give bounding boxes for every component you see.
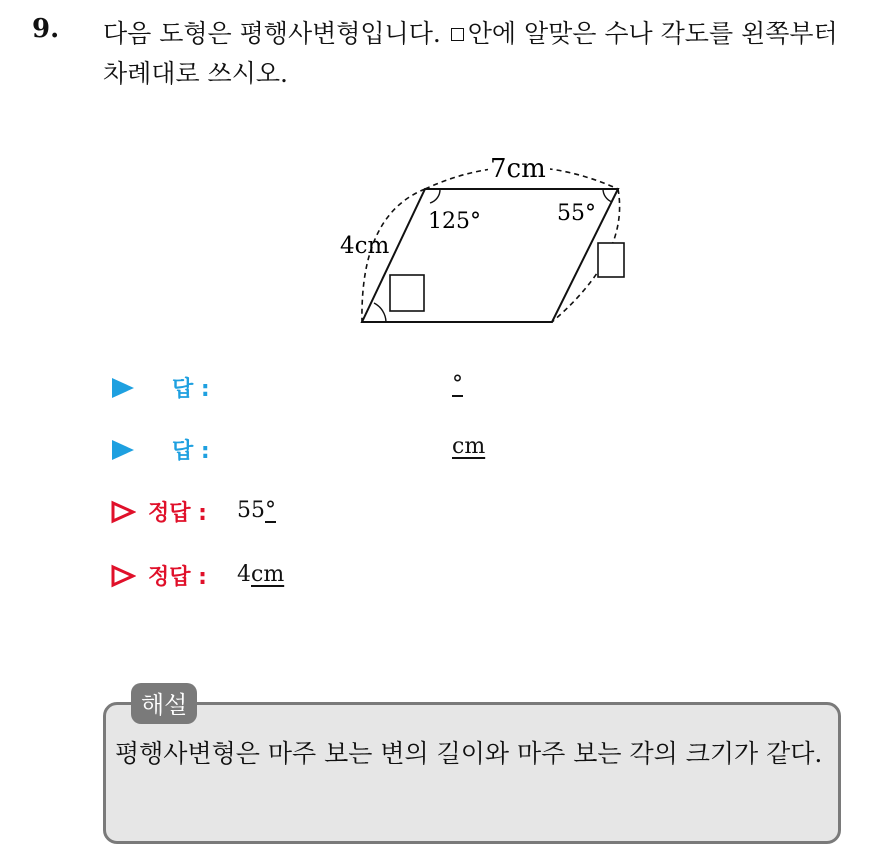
correct-answer-unit-1: ° (265, 498, 276, 523)
side-length-label: 4cm (340, 233, 390, 259)
answer-row-2 (110, 432, 510, 468)
angle-arc-top-left (430, 189, 440, 203)
question-number: 9. (32, 14, 60, 44)
explanation-text: 평행사변형은 마주 보는 변의 길이와 마주 보는 각의 크기가 같다. (115, 739, 823, 768)
explanation-tag: 해설 (131, 683, 197, 724)
correct-answer-value-1 (237, 498, 276, 523)
play-marker-icon (110, 376, 136, 400)
angle-label-55: 55° (557, 201, 596, 226)
blank-box-icon (451, 28, 464, 41)
outline-play-marker-icon (110, 564, 136, 588)
correct-answer-number-2: 4 (237, 562, 251, 587)
play-marker-icon (110, 438, 136, 462)
angle-arc-bottom-left (374, 303, 386, 322)
correct-answer-row-2 (110, 558, 410, 594)
answer-label-2: 답 : (172, 439, 210, 464)
correct-answer-unit-2: cm (251, 562, 285, 587)
correct-answer-row-1 (110, 494, 410, 530)
question-text-before: 다음 도형은 평행사변형입니다. (103, 19, 449, 48)
outline-play-marker-icon (110, 500, 136, 524)
correct-answer-number-1: 55 (237, 498, 265, 523)
question-text-after: 안에 알맞은 수나 각도를 왼쪽부터 차례대로 쓰시오. (103, 19, 838, 88)
angle-label-125: 125° (428, 209, 481, 234)
blank-box-side (598, 243, 624, 277)
correct-answer-value-2 (237, 562, 284, 587)
top-length-label: 7cm (490, 154, 546, 184)
blank-box-angle (390, 275, 424, 311)
parallelogram-figure (320, 145, 640, 335)
answer-unit-1: ° (452, 372, 463, 397)
question-text (103, 14, 863, 94)
answer-row-1 (110, 370, 510, 406)
answer-label-1: 답 : (172, 377, 210, 402)
correct-answer-label-1: 정답 : (148, 501, 207, 526)
correct-answer-label-2: 정답 : (148, 565, 207, 590)
answer-unit-2: cm (452, 434, 486, 459)
angle-arc-top-right (603, 189, 612, 202)
